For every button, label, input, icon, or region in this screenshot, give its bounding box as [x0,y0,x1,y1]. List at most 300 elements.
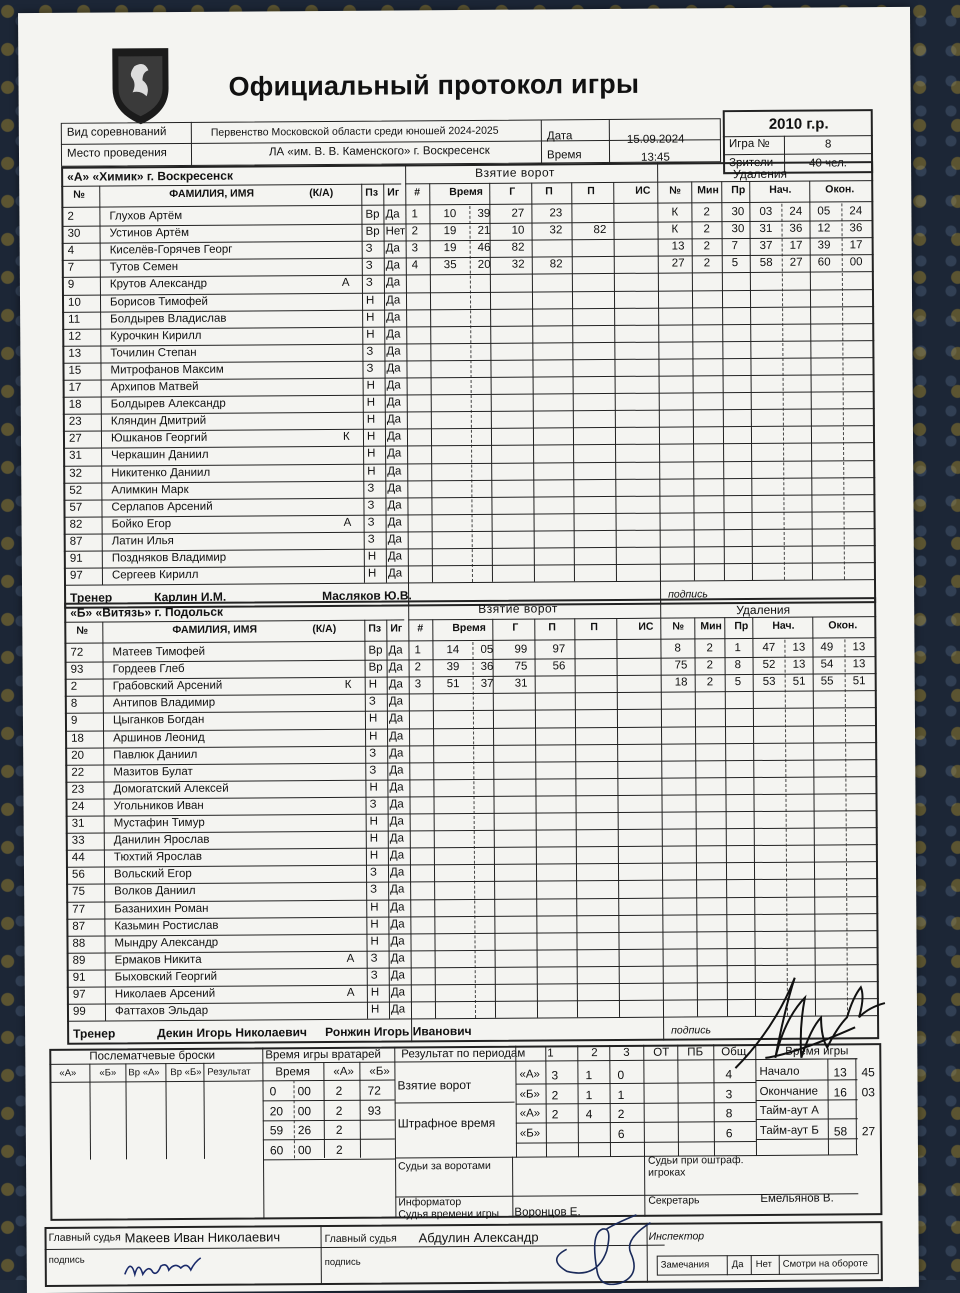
penalty-cell: 49 [820,641,834,654]
period-cell: 3 [725,1086,733,1101]
player-name: Волков Даниил [114,885,196,898]
player-position: З [366,345,374,358]
penalty-cell: 30 [731,206,745,219]
player-plays: Да [388,644,403,657]
period-cell: 1 [617,1087,625,1102]
referee2-sign-label: подпись [324,1256,361,1269]
goalie-cell: 26 [297,1123,312,1138]
team_b-col-name: ФАМИЛИЯ, ИМЯ [172,623,258,637]
referee2-signature [546,1205,657,1286]
player-position: Н [368,713,378,726]
goalie-col: Время [275,1066,311,1079]
goal-cell: 2 [414,661,422,674]
player-position: Н [366,413,376,426]
time-label: Время [546,149,582,162]
player-plays: Да [389,764,404,777]
penalty-cell: 17 [789,239,803,252]
informer-label: Информатор [398,1196,462,1209]
player-number: 9 [67,279,75,292]
player-name: Черкашин Даниил [111,449,209,462]
penalty-cell: 13 [671,240,685,253]
player-name: Курочкин Кирилл [110,329,202,343]
team_a-pen-col-4: Окон. [825,183,855,196]
player-position: Н [366,396,376,409]
team_a-goal-col-2: Г [509,185,516,198]
player-plays: Да [387,499,402,512]
player-number: 56 [71,868,85,882]
player-plays: Да [387,533,402,546]
player-position: З [368,695,376,708]
goal-cell: 2 [411,225,418,238]
goal-cell: 27 [511,207,525,220]
team_a-coach-2: Масляков Ю.В. [322,588,412,604]
period-team-label: «А» [519,1107,541,1120]
team_a-col-ig: Иг [387,186,400,199]
period-cell: 4 [585,1107,593,1122]
player-plays: Да [386,430,402,443]
player-plays: Да [387,447,402,460]
penalty-cell: 36 [849,222,863,235]
penalty-cell: 5 [734,676,742,689]
player-number: 31 [69,450,82,463]
player-name: Мустафин Тимур [113,816,205,830]
spectators-value: 40 чел. [809,157,848,170]
period-col: 2 [591,1047,598,1060]
player-number: 97 [72,988,86,1001]
player-plays: Да [386,345,401,358]
player-name: Аршинов Леонид [113,731,205,744]
player-plays: Да [385,276,401,289]
player-position: З [367,482,375,495]
player-position: Н [369,832,379,845]
player-number: 93 [70,663,84,676]
player-plays: Да [385,242,400,255]
goal-cell: 36 [480,660,494,673]
penalty-cell: 2 [703,240,711,253]
date-label: Дата [546,130,573,143]
player-position: З [369,764,377,777]
penalty-cell: 24 [849,205,863,218]
period-cell: 0 [617,1067,625,1082]
player-position: Вр [368,661,383,674]
player-position: Н [367,448,376,461]
player-name: Поздняков Владимир [111,551,227,565]
penalty-cell: 8 [734,659,742,672]
player-number: 44 [71,851,85,864]
goal-cell: 46 [477,242,491,255]
penalty-cell: 13 [852,658,866,671]
player-plays: Да [388,678,403,691]
remarks-yes: Да [731,1259,744,1271]
player-plays: Да [390,952,405,965]
penalty-cell: 55 [820,675,834,688]
time-value: 13:45 [640,151,670,164]
team_a-col-pz: Пз [365,186,379,199]
player-plays: Да [390,883,405,896]
game-time-minute: 03 [861,1084,875,1099]
player-position: З [367,533,375,546]
player-name: Киселёв-Горячев Георг [109,243,233,257]
referee1-sign-label: подпись [48,1254,85,1266]
game-time-hour: 13 [833,1065,847,1080]
player-number: 4 [67,244,75,257]
team_a-goal-col-4: П [587,185,595,198]
penalty-cell: 8 [674,642,681,655]
goalie-time-title: Время игры вратарей [265,1048,382,1062]
player-position: Н [369,781,378,794]
player-name: Болдырев Александр [110,397,226,411]
penalty-cell: 1 [734,642,741,655]
player-number: 77 [72,903,86,916]
game-time-label: Начало [759,1065,800,1078]
competition-value: Первенство Московской области среди юношей 2024-2025 [210,124,499,139]
penalty-cell: 13 [792,658,806,671]
goal-cell: 32 [511,258,525,271]
player-number: 89 [72,954,86,967]
player-position: З [365,277,373,290]
goal-cell: 23 [549,207,563,220]
player-name: Быховский Георгий [114,970,218,984]
player-name: Серлапов Арсений [111,500,213,514]
game-time-label: Тайм-аут А [759,1104,819,1117]
player-position: З [370,952,378,965]
player-name: Павлюк Даниил [113,748,198,762]
penalty-cell: 36 [789,222,803,235]
player-name: Крутов Александр [109,278,208,291]
team_a-pen-col-3: Нач. [769,183,792,196]
penalty-cell: 03 [759,205,773,218]
player-name: Мындру Александр [114,936,219,950]
team_b-goal-col-5: ИС [638,620,654,633]
penalty-cell: 2 [703,223,710,236]
player-role: А [346,986,355,999]
player-position: З [367,516,375,529]
player-role: К [342,431,350,444]
venue-label: Место проведения [66,147,167,160]
player-plays: Да [390,918,405,931]
team_a-goal-col-1: Время [449,185,483,199]
player-name: Устинов Артём [109,227,190,240]
player-position: Н [370,986,380,999]
goal-cell: 3 [411,242,419,255]
player-position: З [370,969,378,982]
goal-cell: 20 [477,259,491,272]
shootout-col: Вр «Б» [170,1066,202,1079]
player-number: 2 [70,680,78,693]
game-time-minute: 45 [861,1065,875,1080]
player-name: Кляндин Дмитрий [110,414,207,428]
player-number: 91 [72,971,86,984]
team_a-coach-1: Карлин И.М. [154,589,227,605]
player-plays: Да [389,849,405,862]
player-plays: Да [390,935,405,948]
penalty-cell: 58 [759,257,773,270]
player-number: 33 [71,834,85,847]
penalty-cell: К [671,206,679,219]
period-col: ОТ [653,1046,670,1059]
penalty-cell: 60 [817,256,831,269]
league-crest-icon [108,42,173,126]
penalty-cell: 2 [706,659,714,672]
goal-cell: 10 [511,224,525,237]
game-time-hour: 16 [833,1084,847,1099]
player-plays: Да [389,781,404,794]
player-name: Данилин Ярослав [113,833,210,847]
penalty-cell: 13 [792,641,806,654]
team_a-pen-col-0: № [669,184,682,197]
player-number: 10 [67,296,81,309]
team_b-pen-col-1: Мин [700,620,722,633]
timekeeper-label: Судья времени игры [398,1207,500,1221]
player-number: 91 [69,552,83,565]
player-name: Латин Илья [111,534,174,548]
player-plays: Да [390,1003,406,1016]
player-number: 88 [72,937,86,950]
player-name: Точилин Степан [110,346,197,360]
period-cell: 1 [585,1087,593,1102]
player-name: Грабовский Арсений [112,679,223,693]
player-number: 7 [67,262,75,275]
team_a-goal-col-0: # [414,186,421,199]
player-name: Болдырев Владислав [110,312,227,326]
player-name: Вольский Егор [113,868,192,881]
player-plays: Да [389,866,405,879]
goalie-cell: 93 [367,1103,382,1118]
player-position: Н [366,379,375,392]
game-label: Игра № [728,137,770,151]
player-plays: Да [385,208,400,221]
goalie-cell: 00 [297,1084,311,1099]
penalty-cell: 7 [731,240,739,253]
team_b-col-pz: Пз [368,622,382,635]
player-number: 22 [71,766,85,779]
player-position: Н [369,815,379,828]
team_b-coach-1: Декин Игорь Николаевич [157,1025,307,1041]
player-plays: Да [387,567,403,580]
player-plays: Да [386,362,401,375]
player-name: Гордеев Глеб [112,663,185,676]
player-plays: Да [389,798,404,811]
date-value: 15.09.2024 [626,133,685,146]
period-cell: 6 [725,1125,733,1140]
player-name: Сергеев Кирилл [111,568,199,582]
penalty-cell: 27 [671,257,685,270]
player-name: Алимкин Марк [111,483,189,497]
timekeeper-name: Воронцов Е. [514,1206,581,1219]
team_b-goal-col-0: # [417,622,424,635]
penalty-cell: 2 [703,257,711,270]
player-number: 52 [69,484,83,497]
referee1-signature [123,1252,213,1283]
team_b-pen-col-2: Пр [734,620,749,633]
page-title: Официальный протокол игры [228,68,640,102]
team_b-coach-2: Ронжин Игорь Иванович [325,1024,472,1040]
penalty-cell: 17 [849,239,863,252]
player-plays: Да [389,815,404,828]
player-number: 72 [70,646,84,659]
player-position: Н [367,465,376,478]
player-role: А [341,277,350,290]
player-number: 57 [69,501,83,514]
player-plays: Да [390,986,406,999]
player-number: 23 [71,783,85,796]
penalty-cell: 51 [852,675,866,688]
period-col: 1 [547,1047,554,1060]
player-plays: Да [387,550,403,563]
goal-cell: 21 [477,224,491,238]
player-position: Вр [368,644,383,657]
player-name: Мазитов Булат [113,765,193,779]
team_a-col-num: № [73,188,86,201]
game-time-label: Тайм-аут Б [759,1124,819,1137]
player-plays: Да [389,729,404,743]
player-position: З [369,747,377,760]
player-position: Н [369,730,378,743]
player-position: З [367,499,375,512]
referee1-name: Макеев Иван Николаевич [124,1229,281,1246]
player-number: 18 [68,398,82,411]
period-cell: 2 [551,1107,559,1122]
penalty-cell: 30 [731,223,745,236]
team_a-goal-col-3: П [545,185,553,198]
player-plays: Да [386,396,401,409]
player-name: Тюхтий Ярослав [113,851,202,864]
penalty-cell: 54 [820,658,834,671]
team_b-goal-col-2: Г [512,621,519,634]
player-name: Антипов Владимир [112,697,216,710]
penalty-cell: 05 [817,205,831,218]
goal-cell: 37 [480,677,494,691]
player-position: Н [370,901,379,914]
shootout-col: Вр «А» [128,1067,160,1079]
goal-cell: 39 [477,207,491,220]
penalty-cell: 00 [849,256,863,269]
team_a-pen-col-2: Пр [731,184,746,197]
goals-row-label: Взятие ворот [397,1077,472,1093]
player-position: Н [368,678,378,691]
player-number: 17 [68,381,82,394]
player-position: Н [370,935,379,948]
player-name: Тутов Семен [109,261,179,274]
player-name: Фаттахов Эльдар [114,1004,209,1018]
player-number: 87 [72,920,86,933]
player-number: 18 [71,732,84,745]
shootout-col: Результат [207,1066,251,1078]
penalty-cell: 37 [759,240,773,253]
goal-cell: 19 [443,225,457,238]
player-plays: Да [386,413,402,426]
player-number: 13 [68,347,82,360]
secretary-name: Емельянов В. [760,1192,834,1205]
secretary-label: Секретарь [648,1194,700,1207]
goal-cell: 14 [446,644,460,657]
team_a-goals-title: Взятие ворот [475,165,555,180]
player-position: Вр [365,225,380,238]
year-value: 2010 г.р. [768,115,829,133]
player-number: 12 [68,330,82,343]
period-team-label: «Б» [519,1126,541,1140]
goalie-col: «Б» [369,1065,390,1078]
player-plays: Да [386,379,401,392]
period-col: Общ [721,1046,747,1059]
team_a-goal-col-5: ИС [635,184,651,197]
remarks-label: Замечания [660,1259,710,1271]
team_a-coach-label: Тренер [70,590,113,605]
player-plays: Да [389,747,404,760]
goalie-cell: 2 [335,1083,343,1098]
player-position: Н [366,328,375,341]
player-plays: Да [387,516,402,529]
team_b-team-name: «Б» «Витязь» г. Подольск [70,604,224,620]
player-plays: Да [385,259,401,272]
spectators-label: Зрители [729,156,774,170]
penalty-cell: 12 [817,222,831,235]
player-number: 31 [71,817,85,830]
player-number: 97 [69,569,83,582]
goal-cell: 32 [549,224,563,237]
game-value: 8 [824,138,832,151]
player-position: З [370,884,378,897]
team_b-col-ig: Иг [390,622,403,635]
goal-cell: 82 [593,224,607,237]
penalty-cell: 2 [706,676,714,689]
player-name: Бойко Егор [111,517,172,531]
player-plays: Да [390,969,405,982]
player-role: А [343,516,352,529]
goal-cell: 10 [443,208,457,221]
penalty-cell: 47 [762,641,776,654]
team_b-col-num: № [76,624,89,637]
player-name: Никитенко Даниил [111,466,211,479]
player-number: 27 [68,432,82,446]
penalty-cell: 31 [759,222,773,236]
player-position: З [365,242,373,255]
player-number: 20 [71,749,85,762]
game-time-minute: 27 [861,1123,876,1138]
goal-cell: 1 [411,208,418,221]
goal-cell: 97 [552,643,566,656]
team_b-pen-col-0: № [672,620,685,633]
player-number: 75 [72,886,85,899]
team_b-goals-title: Взятие ворот [478,601,558,616]
player-position: Н [365,294,375,307]
player-name: Цыганков Богдан [112,714,205,727]
goalie-cell: 2 [335,1122,343,1137]
team_a-pen-col-1: Мин [697,184,719,197]
penalty-cell: 53 [762,676,776,689]
penalty-cell: 5 [731,257,739,270]
goal-cell: 35 [443,259,457,272]
player-position: Н [367,567,377,580]
game-time-title: Время игры [785,1045,849,1058]
player-plays: Да [387,464,402,478]
penalty-cell: 39 [817,239,831,252]
period-cell: 4 [725,1067,733,1082]
player-position: Н [370,1003,380,1016]
period-col: 3 [623,1046,630,1059]
goal-cell: 75 [514,660,528,673]
team_a-team-name: «А» «Химик» г. Воскресенск [67,168,233,184]
goalie-col: «А» [333,1065,354,1078]
period-cell: 6 [617,1126,625,1141]
player-number: 23 [68,415,82,428]
player-name: Ермаков Никита [114,953,202,967]
player-plays: Нет [385,225,406,238]
goalie-cell: 60 [269,1142,284,1157]
inspector-label: Инспектор [648,1230,705,1243]
game-time-hour: 58 [833,1123,848,1138]
remarks-no: Нет [755,1258,772,1270]
